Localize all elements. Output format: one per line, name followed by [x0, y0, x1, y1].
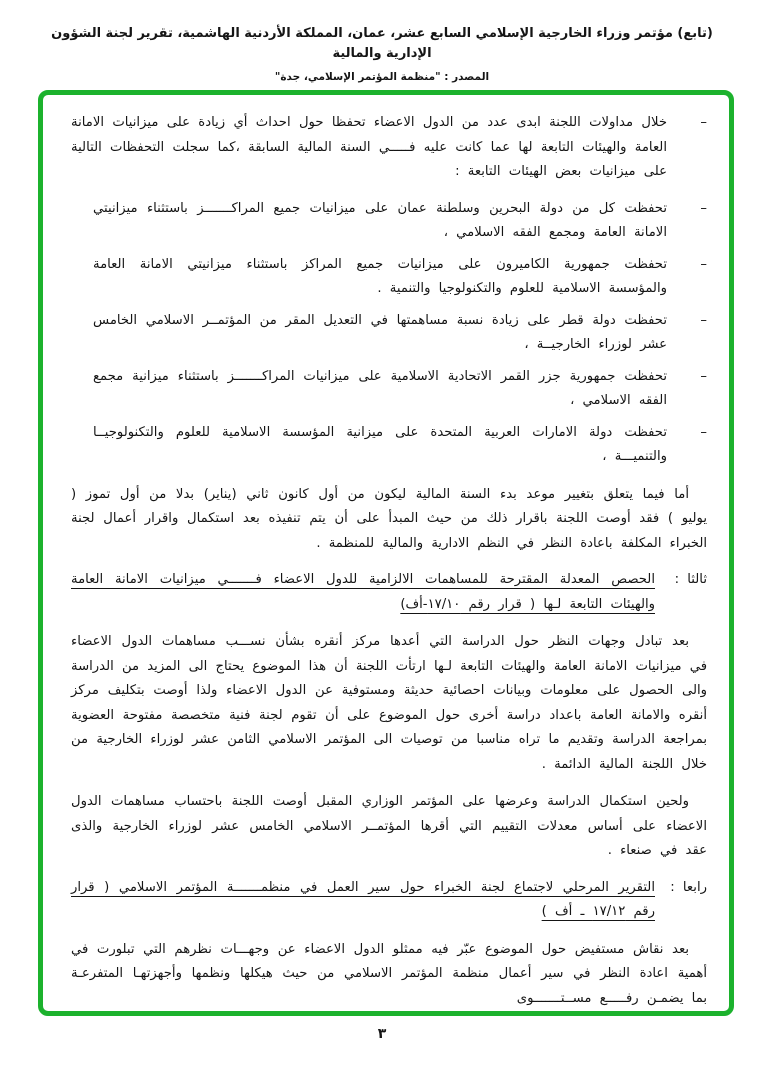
list-item — [71, 309, 707, 358]
list-item — [71, 197, 707, 246]
page-number: ٣ — [377, 1026, 387, 1042]
dash-marker: – — [700, 115, 707, 130]
section-three-label: ثالثا : — [674, 572, 707, 587]
fiscal-year-paragraph: أما فيما يتعلق بتغيير موعد بدء السنة المالية ليكون من أول كانون ثاني (يناير) بدلا من أول تموز ( يوليو ) فقد أوصت اللجنة باقرار ذلك من حيث المبدأ على أن يتم تنفيذه بعد استكمال واقرار أعمال لجنة الخبراء المكلفة باعادة النظر في النظم الادارية والمالية للمنظمة . — [71, 486, 707, 551]
dash-marker: – — [700, 200, 707, 216]
list-item — [71, 253, 707, 302]
reservation-text: تحفظت جمهورية الكاميرون على ميزانيات جميع المراكز باستثناء ميزانيتي الامانة العامة والمؤسسة الاسلامية للعلوم والتكنولوجيا والتنمية . — [93, 256, 667, 296]
highlight-frame — [38, 90, 734, 1016]
document-title: (تابع) مؤتمر وزراء الخارجية الإسلامي السابع عشر، عمان، المملكة الأردنية الهاشمية، تقرير لجنة الشؤون الإدارية والمالية — [51, 26, 713, 61]
page-header — [0, 0, 764, 83]
list-item-intro — [71, 111, 707, 185]
dash-marker: – — [700, 312, 707, 328]
section-three-heading — [71, 568, 707, 617]
reservation-text: تحفظت دولة الامارات العربية المتحدة على ميزانية المؤسسة الاسلامية للعلوم والتكنولوجيــا والتنميـــة ، — [93, 424, 667, 464]
dash-marker: – — [700, 256, 707, 272]
dash-marker: – — [700, 368, 707, 384]
interim-paragraph: ولحين استكمال الدراسة وعرضها على المؤتمر الوزاري المقبل أوصت اللجنة باحتساب مساهمات الدول الاعضاء على أساس معدلات التقييم التي أقرها المؤتمــر الاسلامي الخامس عشر لوزراء الخارجية والذى عقد في صنعاء . — [71, 794, 707, 858]
section-three-title: الحصص المعدلة المقترحة للمساهمات الالزامية للدول الاعضاء فـــــــي ميزانيات الامانة العامة والهيئات التابعة لـها ( قرار رقم ١٧/١٠-أف) — [71, 572, 655, 612]
study-paragraph: بعد تبادل وجهات النظر حول الدراسة التي أعدها مركز أنقره بشأن نســـب مساهمات الدول الاعضاء في ميزانيات الامانة العامة والهيئات التابعة لـها ارتأت اللجنة أن هذا الموضوع يحتاج الى المزيد من الدراسة والى الحصول على معلومات وبيانات احصائية حديثة ومستوفية عن الدول الاعضاء ولذا أوصت بتكليف مركز أنقره والامانة العامة باعداد دراسة أخرى حول الموضوع على أن تقوم لجنة فنية متخصصة مفتوحة العضوية بمراجعة الدراسة وتقديم ما تراه مناسبا من توصيات الى المؤتمر الاسلامي الثامن عشر لوزراء الخارجية من خلال اللجنة المالية الدائمة . — [71, 634, 707, 772]
reservation-text: تحفظت جمهورية جزر القمر الاتحادية الاسلامية على ميزانيات المراكـــــــز باستثناء ميزانية مجمع الفقه الاسلامي ، — [93, 368, 667, 408]
list-item — [71, 421, 707, 470]
section-four-label: رابعا : — [670, 879, 707, 895]
intro-paragraph: خلال مداولات اللجنة ابدى عدد من الدول الاعضاء تحفظا حول احداث أي زيادة على ميزانيات الامانة العامة والهيئات التابعة لها عما كانت عليه فـــــي السنة المالية السابقة ،كما سجلت التحفظات التالية على ميزانيات بعض الهيئات التابعة : — [71, 115, 667, 179]
reservations-list — [71, 197, 707, 470]
reservation-text: تحفظت دولة قطر على زيادة نسبة مساهمتها في التعديل المقر من المؤتمــر الاسلامي الخامس عشر لوزراء الخارجيــة ، — [93, 312, 667, 352]
list-item — [71, 365, 707, 414]
document-source: المصدر : "منظمة المؤتمر الإسلامي، جدة" — [274, 71, 490, 83]
dash-marker: – — [700, 424, 707, 440]
section-four-heading — [71, 876, 707, 925]
section-four-title: التقرير المرحلي لاجتماع لجنة الخبراء حول سير العمل في منظمـــــــة المؤتمر الاسلامي ( قرار رقم ١٧/١٢ ـ أف ) — [71, 879, 655, 919]
reservation-text: تحفظت كل من دولة البحرين وسلطنة عمان على ميزانيات جميع المراكـــــــز باستثناء ميزانيتي الامانة العامة ومجمع الفقه الاسلامي ، — [93, 200, 667, 240]
discussion-paragraph: بعد نقاش مستفيض حول الموضوع عبّر فيه ممثلو الدول الاعضاء عن وجهـــات نظرهم التي تبلورت في أهمية اعادة النظر في سير أعمال منظمة المؤتمر الاسلامي من حيث هيكلها ونظمها وأجهزتهـا المتفرعـة بما يضمـن رفـــــع مســتـــــــوى — [71, 941, 707, 1006]
